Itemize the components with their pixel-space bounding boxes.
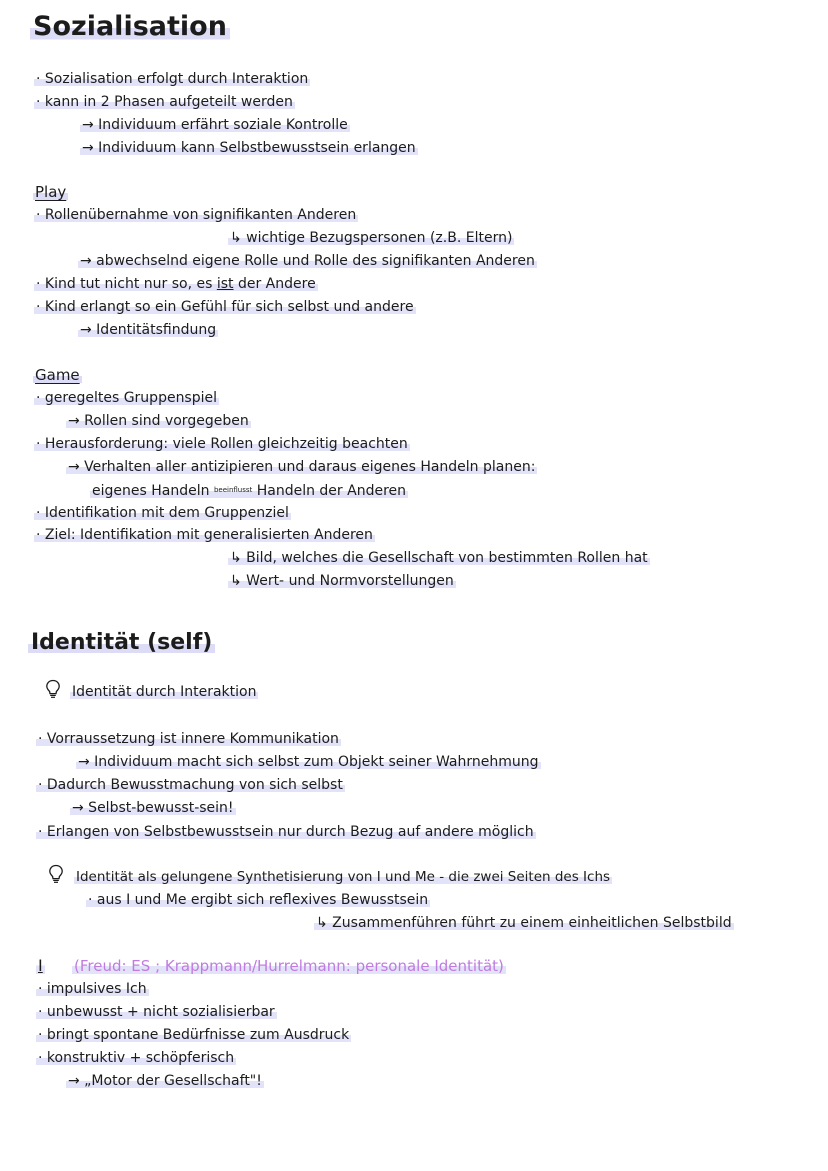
- text-line: ↳ Wert- und Normvorstellungen: [230, 573, 454, 589]
- text-line: ↳ Zusammenführen führt zu einem einheitlichen Selbstbild: [316, 915, 732, 931]
- heading-identitaet: Identität (self): [28, 626, 215, 660]
- text-line: · Kind erlangt so ein Gefühl für sich selbst und andere: [36, 299, 414, 315]
- subheading-game: Game: [35, 366, 80, 384]
- text-line: → Rollen sind vorgegeben: [68, 413, 249, 429]
- arrow-label: beeinflusst: [213, 486, 253, 494]
- text-line: · konstruktiv + schöpferisch: [38, 1050, 235, 1066]
- text-line: · Erlangen von Selbstbewusstsein nur durch Bezug auf andere möglich: [38, 824, 534, 840]
- text-line: · Kind tut nicht nur so, es ist der Andere: [36, 276, 316, 292]
- text-line: · Identifikation mit dem Gruppenziel: [36, 505, 289, 521]
- text-line: · Ziel: Identifikation mit generalisierten Anderen: [36, 527, 373, 543]
- text-line: → Selbst-bewusst-sein!: [72, 800, 234, 816]
- heading-sozialisation: Sozialisation: [30, 10, 230, 44]
- text-line: · aus I und Me ergibt sich reflexives Bewusstsein: [88, 892, 429, 908]
- text-line: · bringt spontane Bedürfnisse zum Ausdruck: [38, 1027, 350, 1043]
- text-line: · impulsives Ich: [38, 981, 147, 997]
- text-line: → abwechselnd eigene Rolle und Rolle des signifikanten Anderen: [80, 253, 535, 269]
- text-line: ↳ Bild, welches die Gesellschaft von bestimmten Rollen hat: [230, 550, 648, 566]
- text-line: → Individuum macht sich selbst zum Objekt seiner Wahrnehmung: [78, 754, 539, 770]
- text-line: · Dadurch Bewusstmachung von sich selbst: [38, 777, 343, 793]
- lightbulb-icon: [45, 679, 61, 699]
- text-line: ↳ wichtige Bezugspersonen (z.B. Eltern): [230, 230, 513, 246]
- text-line: → Verhalten aller antizipieren und daraus eigenes Handeln planen:: [68, 459, 536, 475]
- lightbulb-icon: [48, 864, 64, 884]
- text-line: · Herausforderung: viele Rollen gleichzeitig beachten: [36, 436, 408, 452]
- text-line: → Individuum kann Selbstbewusstsein erlangen: [82, 140, 416, 156]
- text-line: · geregeltes Gruppenspiel: [36, 390, 218, 406]
- text-line: Identität durch Interaktion: [72, 684, 257, 700]
- subheading-play: Play: [35, 183, 67, 201]
- text-line: → Identitätsfindung: [80, 322, 217, 338]
- text-line: · unbewusst + nicht sozialisierbar: [38, 1004, 275, 1020]
- text-line: · Vorraussetzung ist innere Kommunikation: [38, 731, 339, 747]
- text-line: eigenes Handeln $^{beeinflusst}$ Handeln der Anderen: [92, 483, 406, 499]
- text-line: · kann in 2 Phasen aufgeteilt werden: [36, 94, 293, 110]
- i-note: (Freud: ES ; Krappmann/Hurrelmann: personale Identität): [74, 957, 504, 975]
- text-line: → „Motor der Gesellschaft"!: [68, 1073, 262, 1089]
- text-line: Identität als gelungene Synthetisierung von I und Me - die zwei Seiten des Ichs: [76, 869, 611, 885]
- i-heading: I: [38, 956, 43, 975]
- text-line: → Individuum erfährt soziale Kontrolle: [82, 117, 348, 133]
- text-line: · Sozialisation erfolgt durch Interaktion: [36, 71, 309, 87]
- text-line: · Rollenübernahme von signifikanten Anderen: [36, 207, 357, 223]
